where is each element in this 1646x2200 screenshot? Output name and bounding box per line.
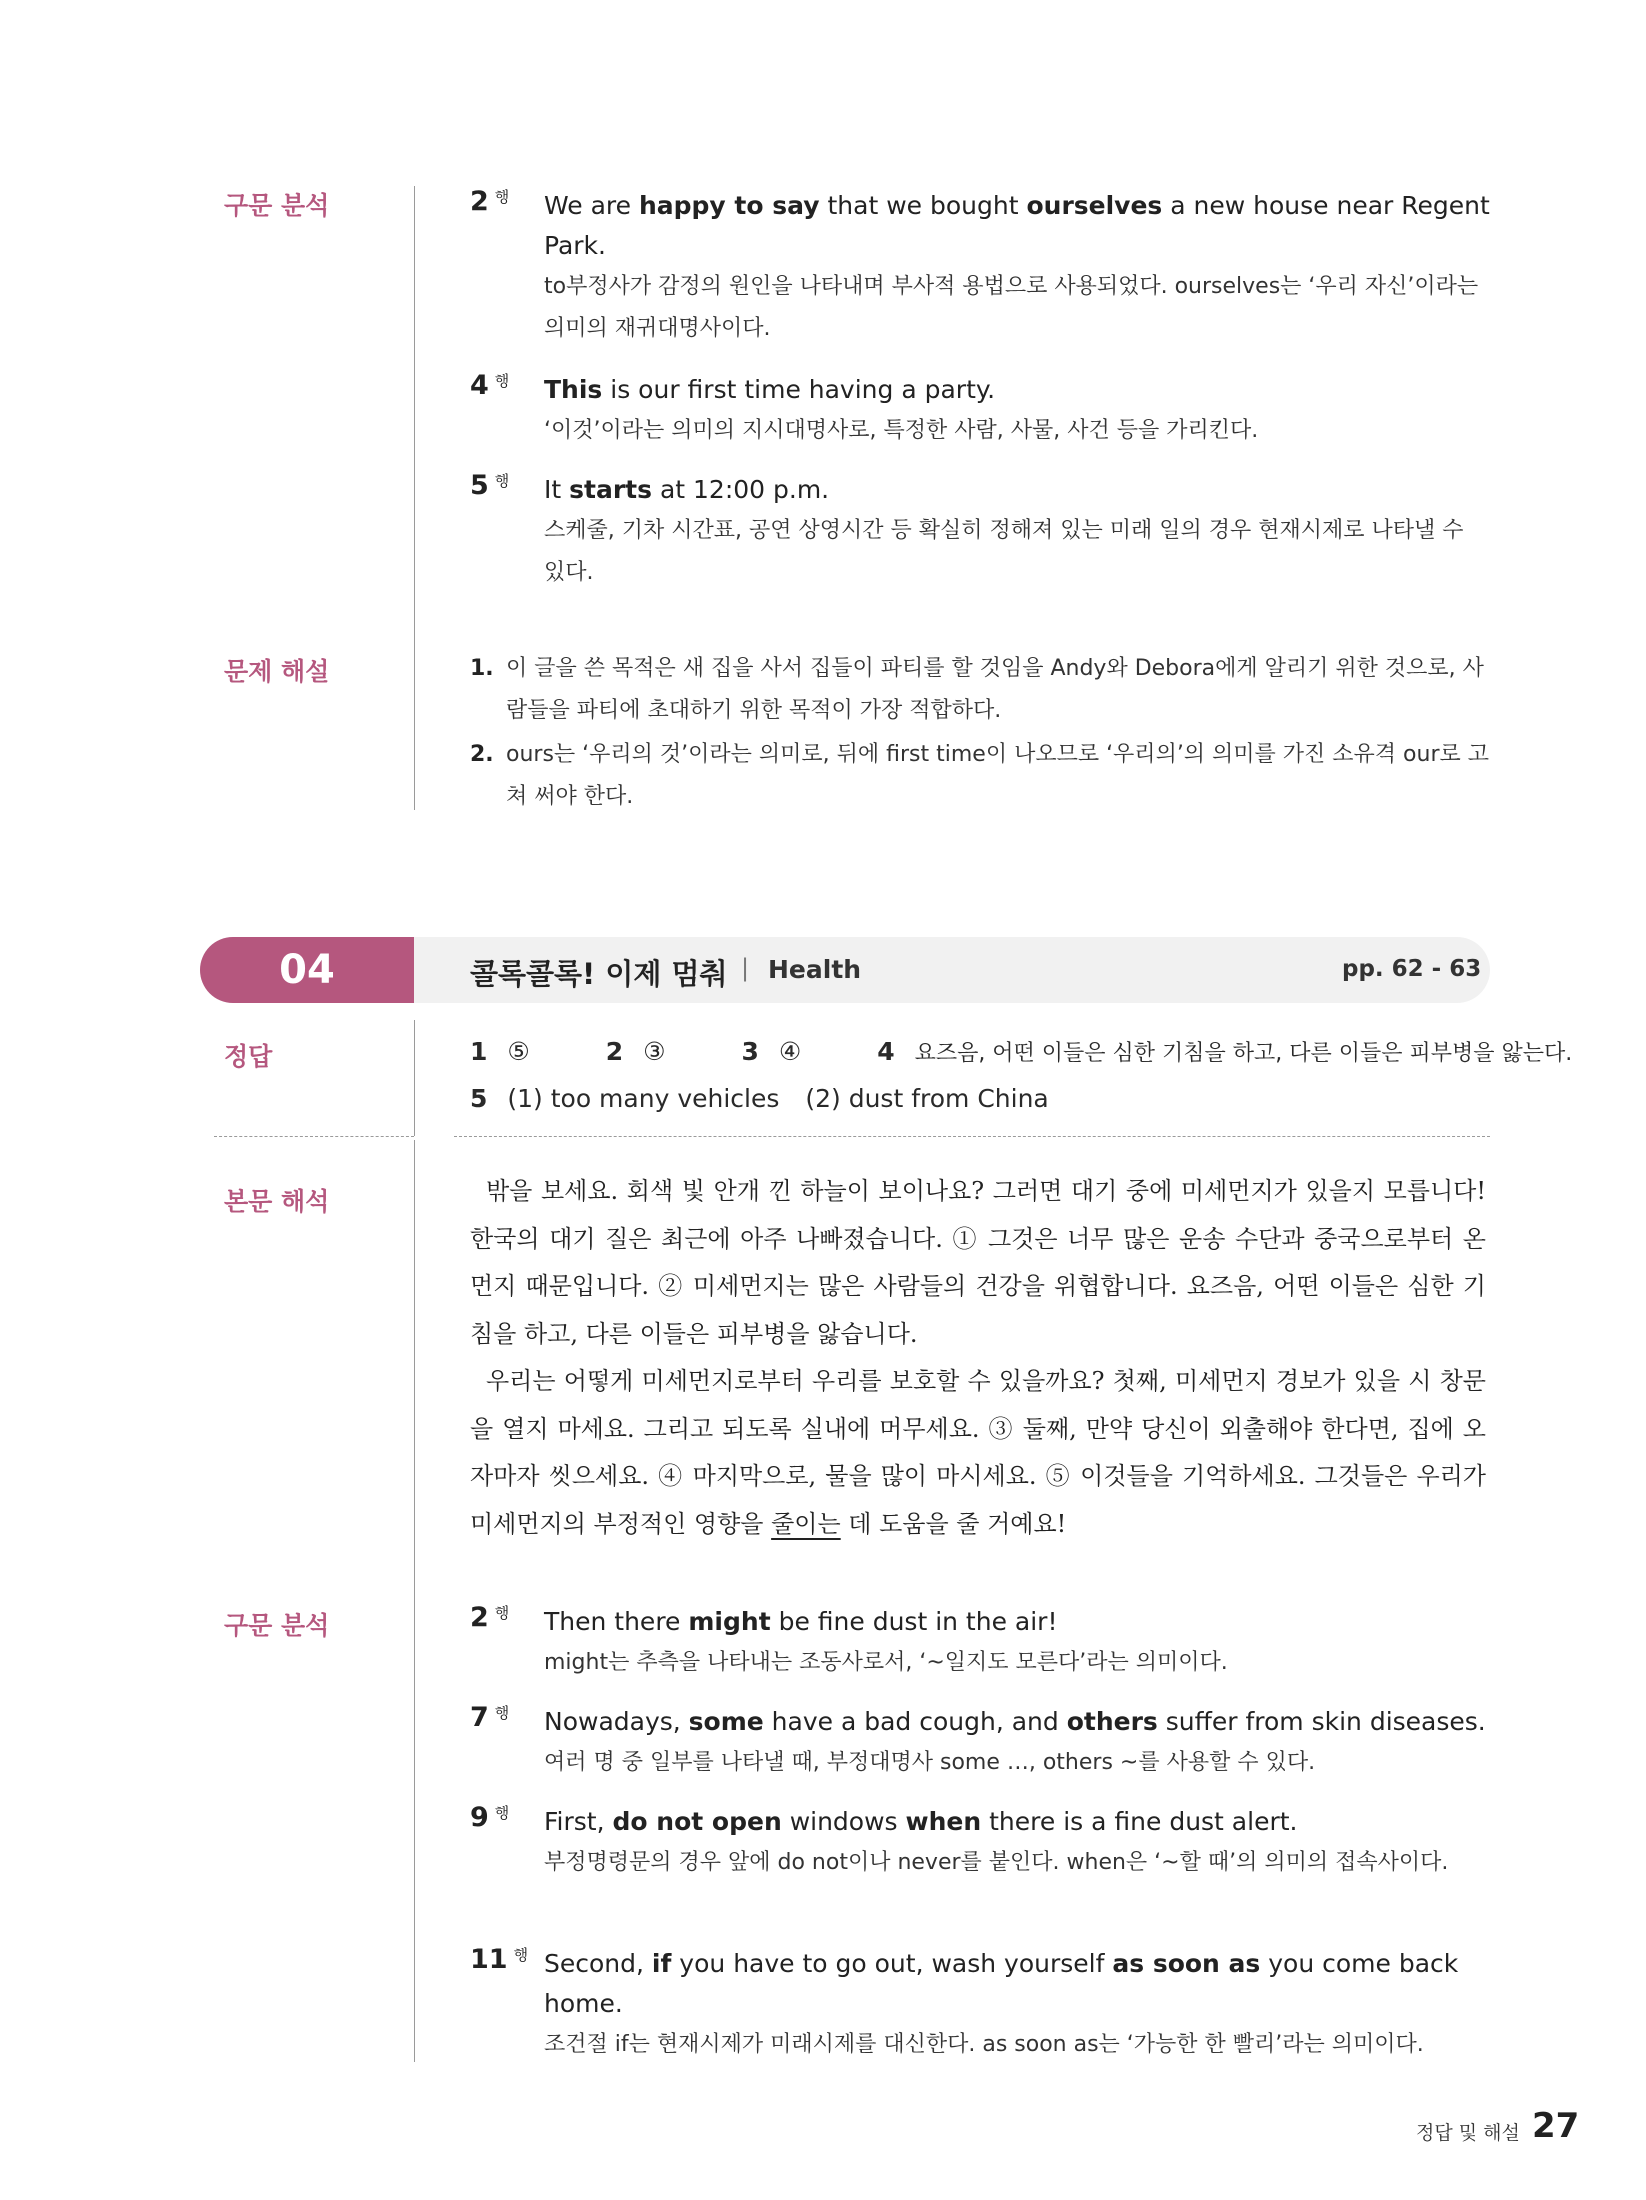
problem-text: 이 글을 쓴 목적은 새 집을 사서 집들이 파티를 할 것임을 Andy와 Debora에게 알리기 위한 것으로, 사람들을 파티에 초대하기 위한 목적이 가장 적합하다. <box>506 656 1484 723</box>
answer-value: ④ <box>778 1037 802 1066</box>
answer-row-1 <box>470 1036 1572 1067</box>
dashed-divider-left <box>214 1136 414 1137</box>
section-label-syntax-bottom: 구문 분석 <box>224 1611 330 1640</box>
unit-title: 콜록콜록! 이제 멈춰 <box>470 957 728 991</box>
line-number: 11 $^행$ <box>470 1944 529 1975</box>
english-sentence: Nowadays, some have a bad cough, and others suffer from skin diseases. <box>544 1707 1486 1736</box>
line-number: 2 $^행$ <box>470 1602 510 1633</box>
answer-value: (1) too many vehicles <box>507 1084 780 1113</box>
syntax-entry <box>470 1944 1490 2066</box>
answer-value: 요즈음, 어떤 이들은 심한 기침을 하고, 다른 이들은 피부병을 앓는다. <box>914 1041 1573 1066</box>
line-number: 5 $^행$ <box>470 470 510 501</box>
page-number: 27 <box>1532 2106 1580 2146</box>
syntax-entry <box>470 1702 1490 1784</box>
line-number: 7 $^행$ <box>470 1702 510 1733</box>
section-label-problem: 문제 해설 <box>224 657 330 686</box>
english-sentence: First, do not open windows when there is a fine dust alert. <box>544 1807 1298 1836</box>
english-sentence: Then there might be fine dust in the air! <box>544 1607 1058 1636</box>
unit-number: 04 <box>279 947 335 993</box>
problem-text: ours는 ‘우리의 것’이라는 의미로, 뒤에 first time이 나오므로 ‘우리의’의 의미를 가진 소유격 our로 고쳐 써야 한다. <box>506 742 1489 809</box>
english-sentence: Second, if you have to go out, wash yourself as soon as you come back home. <box>544 1949 1459 2018</box>
section-divider <box>414 1140 415 2062</box>
korean-translation <box>470 1168 1486 1548</box>
answer-value: ③ <box>643 1037 666 1066</box>
korean-explanation: 여러 명 중 일부를 나타낼 때, 부정대명사 some …, others ~를 사용할 수 있다. <box>544 1750 1316 1775</box>
syntax-entry <box>470 1602 1490 1684</box>
line-number: 2 $^행$ <box>470 186 510 217</box>
korean-explanation: 부정명령문의 경우 앞에 do not이나 never를 붙인다. when은 ‘~할 때’의 의미의 접속사이다. <box>544 1850 1449 1875</box>
syntax-entry <box>470 186 1490 350</box>
problem-number: 1. <box>470 656 494 681</box>
answer-value: (2) dust from China <box>805 1084 1049 1113</box>
korean-explanation: might는 추측을 나타내는 조동사로서, ‘~일지도 모른다’라는 의미이다. <box>544 1650 1228 1675</box>
korean-explanation: 스케줄, 기차 시간표, 공연 상영시간 등 확실히 정해져 있는 미래 일의 경우 현재시제로 나타낼 수 있다. <box>544 518 1464 585</box>
answer-number: 4 <box>877 1037 895 1066</box>
line-number: 9 $^행$ <box>470 1802 510 1833</box>
translation-paragraph: 우리는 어떻게 미세먼지로부터 우리를 보호할 수 있을까요? 첫째, 미세먼지 경보가 있을 시 창문을 열지 마세요. 그리고 되도록 실내에 머무세요. ③ 둘째, 만약 당신이 외출해야 한다면, 집에 오자마자 씻으세요. ④ 마지막으로, 물을 많이 마시세요. ⑤ 이것들을 기억하세요. 그것들은 우리가 미세먼지의 부정적인 영향을 줄이는 데 도움을 줄 거예요! <box>470 1367 1486 1538</box>
korean-explanation: to부정사가 감정의 원인을 나타내며 부사적 용법으로 사용되었다. ourselves는 ‘우리 자신’이라는 의미의 재귀대명사이다. <box>544 274 1479 341</box>
answer-row-2 <box>470 1084 1049 1113</box>
footer-label: 정답 및 해설 <box>1416 2122 1520 2144</box>
korean-explanation: ‘이것’이라는 의미의 지시대명사로, 특정한 사람, 사물, 사건 등을 가리킨다. <box>544 418 1259 443</box>
section-divider <box>414 1020 415 1136</box>
unit-category: Health <box>768 955 862 984</box>
answer-value: ⑤ <box>507 1037 530 1066</box>
answer-number: 1 <box>470 1037 488 1066</box>
english-sentence: We are happy to say that we bought ourselves a new house near Regent Park. <box>544 191 1490 260</box>
problem-number: 2. <box>470 742 494 767</box>
answer-number: 5 <box>470 1084 488 1113</box>
section-label-syntax-top: 구문 분석 <box>224 191 330 220</box>
korean-explanation: 조건절 if는 현재시제가 미래시제를 대신한다. as soon as는 ‘가능한 한 빨리’라는 의미이다. <box>544 2032 1424 2057</box>
section-divider <box>414 186 415 810</box>
section-label-answer: 정답 <box>224 1042 273 1071</box>
syntax-entry <box>470 370 1490 452</box>
unit-pages: pp. 62 - 63 <box>1342 956 1482 982</box>
syntax-entry <box>470 470 1490 594</box>
problem-item <box>470 734 1490 818</box>
problem-explanations <box>470 648 1490 820</box>
section-label-translation: 본문 해석 <box>224 1187 330 1216</box>
translation-paragraph: 밖을 보세요. 회색 빛 안개 낀 하늘이 보이나요? 그러면 대기 중에 미세먼지가 있을지 모릅니다! 한국의 대기 질은 최근에 아주 나빠졌습니다. ① 그것은 너무 많은 운송 수단과 중국으로부터 온 먼지 때문입니다. ② 미세먼지는 많은 사람들의 건강을 위협합니다. 요즈음, 어떤 이들은 심한 기침을 하고, 다른 이들은 피부병을 앓습니다. <box>470 1177 1486 1348</box>
syntax-entry <box>470 1802 1490 1884</box>
dashed-divider-right <box>454 1136 1490 1137</box>
line-number: 4 $^행$ <box>470 370 510 401</box>
english-sentence: This is our first time having a party. <box>544 375 996 404</box>
underlined-word: 줄이는 <box>771 1509 841 1538</box>
answer-number: 3 <box>741 1037 759 1066</box>
english-sentence: It starts at 12:00 p.m. <box>544 475 830 504</box>
problem-item <box>470 648 1490 732</box>
answer-number: 2 <box>605 1037 624 1066</box>
unit-title-divider: | <box>741 954 750 982</box>
